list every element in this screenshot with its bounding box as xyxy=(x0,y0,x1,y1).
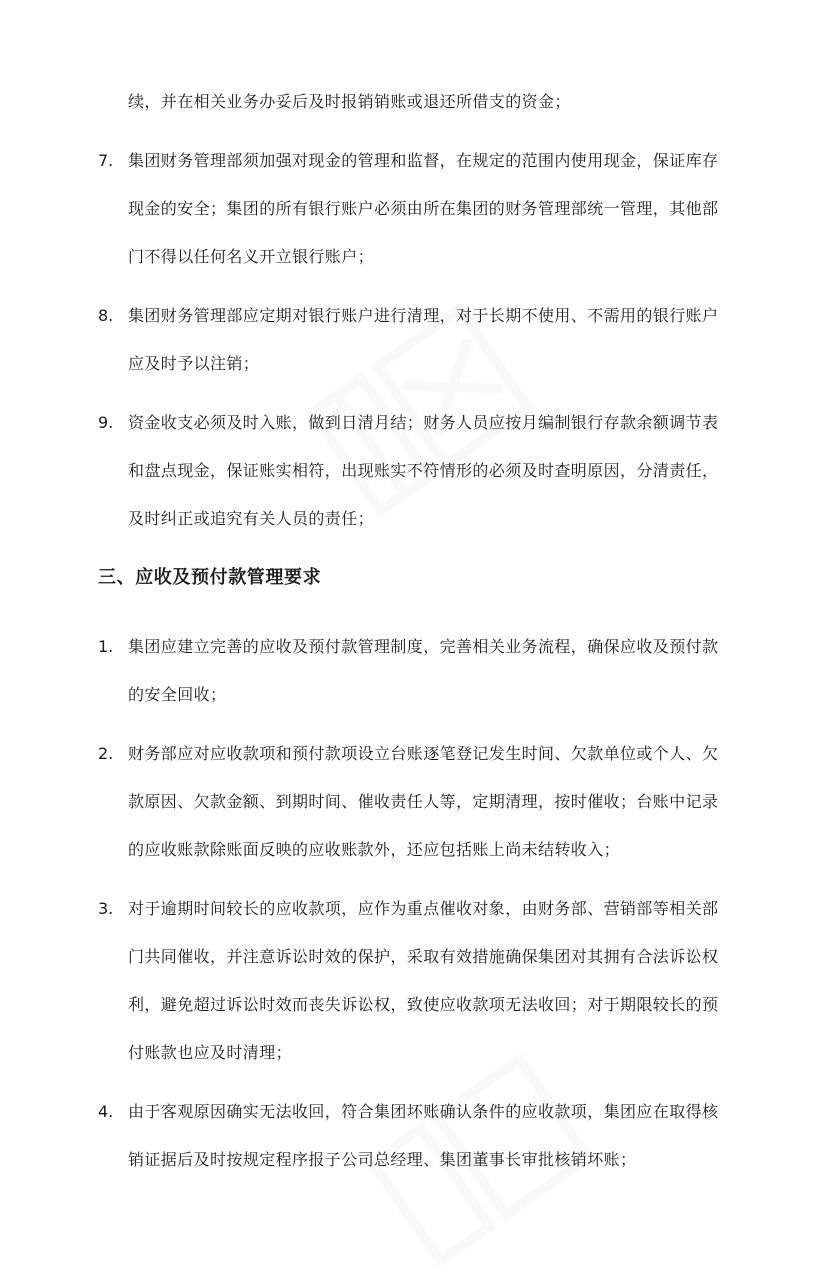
list-item-number: 3. xyxy=(98,899,114,918)
list-item-1 xyxy=(98,623,748,719)
text-line: 现金的安全；集团的所有银行账户必须由所在集团的财务管理部统一管理，其他部 xyxy=(128,199,719,218)
text-line: 的应收账款除账面反映的应收账款外，还应包括账上尚未结转收入； xyxy=(128,840,621,859)
text-line: 销证据后及时按规定程序报子公司总经理、集团董事长审批核销坏账； xyxy=(128,1150,637,1169)
text-line: 对于逾期时间较长的应收款项，应作为重点催收对象，由财务部、营销部等相关部 xyxy=(128,899,719,918)
text-line: 付账款也应及时清理； xyxy=(128,1043,293,1062)
list-item-2 xyxy=(98,730,748,874)
text-line: 门共同催收，并注意诉讼时效的保护，采取有效措施确保集团对其拥有合法诉讼权 xyxy=(128,947,719,966)
text-line: 财务部应对应收款项和预付款项设立台账逐笔登记发生时间、欠款单位或个人、欠 xyxy=(128,744,719,763)
text-line: 的安全回收； xyxy=(128,685,227,704)
text-line: 续，并在相关业务办妥后及时报销销账或退还所借支的资金； xyxy=(128,92,571,111)
list-item-number: 8. xyxy=(98,306,114,325)
list-item-3 xyxy=(98,885,748,1077)
text-line: 利，避免超过诉讼时效而丧失诉讼权，致使应收款项无法收回；对于期限较长的预 xyxy=(128,995,719,1014)
list-item-number: 2. xyxy=(98,744,114,763)
text-line: 资金收支必须及时入账，做到日清月结；财务人员应按月编制银行存款余额调节表 xyxy=(128,413,719,432)
text-line: 集团应建立完善的应收及预付款管理制度，完善相关业务流程，确保应收及预付款 xyxy=(128,637,719,656)
list-item-number: 4. xyxy=(98,1102,114,1121)
text-line: 款原因、欠款金额、到期时间、催收责任人等，定期清理，按时催收；台账中记录 xyxy=(128,792,719,811)
list-item-7 xyxy=(98,137,748,281)
text-line: 门不得以任何名义开立银行账户； xyxy=(128,247,375,266)
text-line: 和盘点现金，保证账实相符，出现账实不符情形的必须及时查明原因，分清责任， xyxy=(128,461,719,480)
document-body xyxy=(98,78,748,1195)
continuation-paragraph xyxy=(98,78,748,126)
text-line: 集团财务管理部须加强对现金的管理和监督，在规定的范围内使用现金，保证库存 xyxy=(128,151,719,170)
list-item-8 xyxy=(98,292,748,388)
section-heading: 三、应收及预付款管理要求 xyxy=(98,567,322,588)
text-line: 集团财务管理部应定期对银行账户进行清理，对于长期不使用、不需用的银行账户 xyxy=(128,306,719,325)
list-item-number: 1. xyxy=(98,637,114,656)
list-item-number: 9. xyxy=(98,413,114,432)
text-line: 应及时予以注销； xyxy=(128,354,260,373)
text-line: 由于客观原因确实无法收回，符合集团坏账确认条件的应收款项，集团应在取得核 xyxy=(128,1102,719,1121)
list-item-number: 7. xyxy=(98,151,114,170)
list-item-4 xyxy=(98,1088,748,1184)
text-line: 及时纠正或追究有关人员的责任； xyxy=(128,509,375,528)
list-item-9 xyxy=(98,399,748,543)
